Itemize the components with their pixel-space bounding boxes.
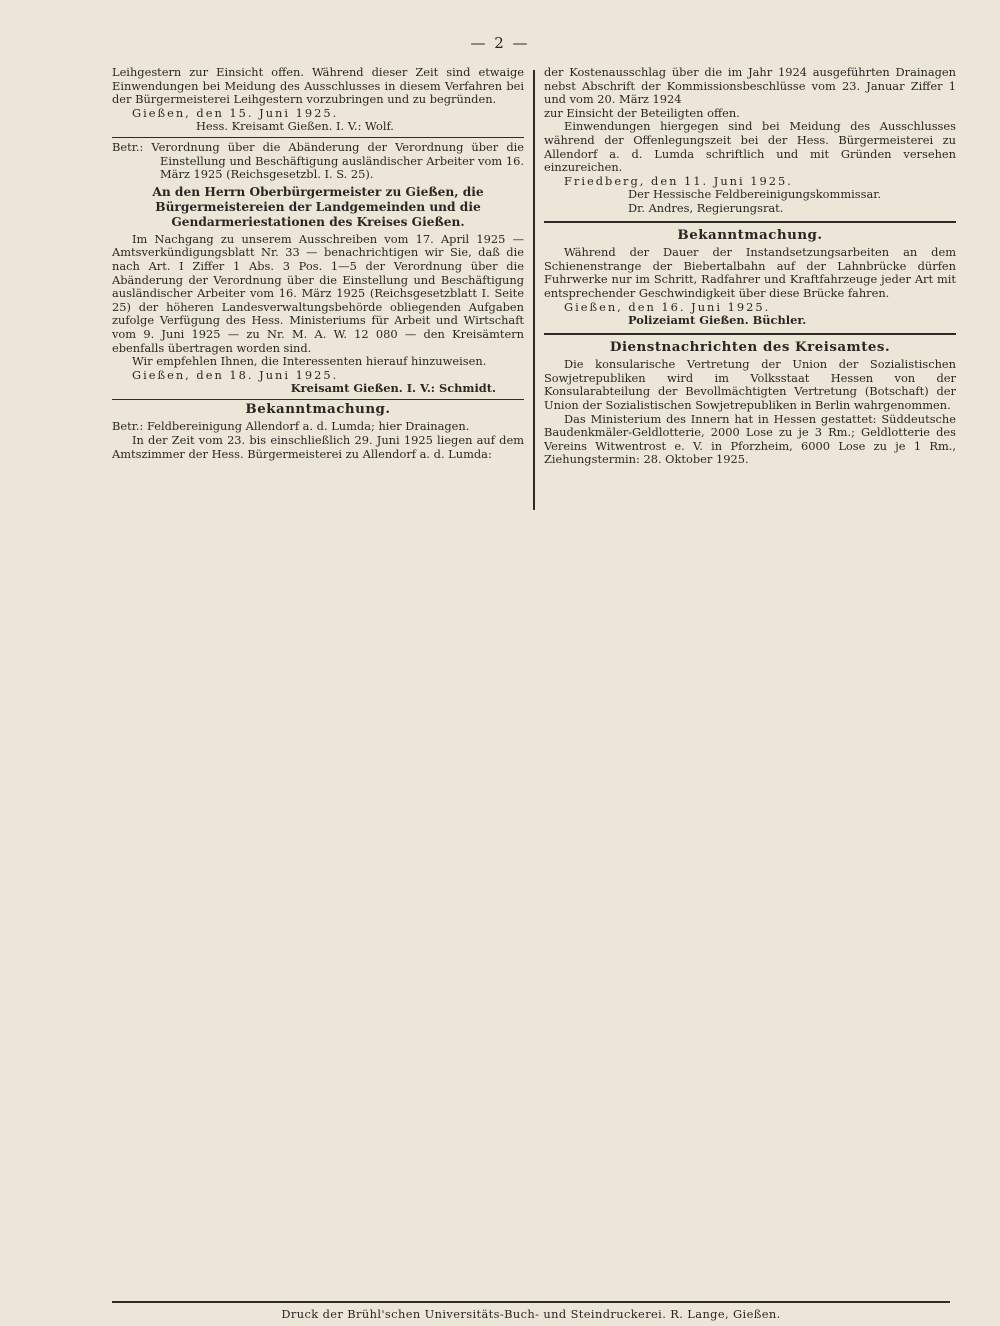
notice-paragraph: zur Einsicht der Beteiligten offen. (544, 105, 740, 120)
place-date: Gießen, den 16. Juni 1925. (564, 299, 771, 314)
notice-paragraph: der Kostenausschlag über die im Jahr 1924 ausgeführten Drainagen nebst Abschrift der Kommissionsbeschlüsse vom 23. Januar Ziffer 1 und vom 20. März 1924 (544, 65, 956, 107)
place-date: Gießen, den 15. Juni 1925. (132, 105, 339, 120)
subject-line: Betr.: Feldbereinigung Allendorf a. d. Lumda; hier Drainagen. (112, 419, 470, 434)
notice-paragraph: Das Ministerium des Innern hat in Hessen gestattet: Süddeutsche Baudenkmäler-Geldlotterie, 2000 Lose zu je 3 Rm.; Geldlotterie des Vereins Witwentrost e. V. in Pforzheim, 6000 Lose zu je 1 Rm., Ziehungstermin: 28. Oktober 1925. (544, 411, 956, 467)
footer-divider (112, 1301, 950, 1303)
section-divider (544, 221, 956, 223)
place-date: Friedberg, den 11. Juni 1925. (564, 173, 793, 188)
printer-imprint: Druck der Brühl'schen Universitäts-Buch- und Steindruckerei. R. Lange, Gießen. (281, 1307, 781, 1321)
signature: Der Hessische Feldbereinigungskommissar. (628, 187, 882, 202)
notice-paragraph: Leihgestern zur Einsicht offen. Während dieser Zeit sind etwaige Einwendungen bei Meidung des Ausschlusses in diesem Verfahren bei der Bürgermeisterei Leihgestern vorzubringen und zu begründen. (112, 65, 524, 107)
notice-paragraph: Die konsularische Vertretung der Union der Sozialistischen Sowjetrepubliken wird im Volksstaat Hessen von der Konsularabteilung der Bevollmächtigten Vertretung (Botschaft) der Union der Sozialistischen Sowjetrepubliken in Berlin wahrgenommen. (544, 357, 956, 413)
notice-paragraph: In der Zeit vom 23. bis einschließlich 29. Juni 1925 liegen auf dem Amtszimmer der Hess. Bürgermeisterei zu Allendorf a. d. Lumda: (112, 433, 524, 461)
column-divider (533, 70, 535, 510)
left-column (112, 66, 524, 461)
notice-paragraph: Wir empfehlen Ihnen, die Interessenten hierauf hinzuweisen. (132, 354, 487, 369)
subject-line: Betr.: Verordnung über die Abänderung der Verordnung über die Einstellung und Beschäftigung ausländischer Arbeiter vom 16. März 1925 (Reichsgesetzbl. I. S. 25). (112, 139, 524, 182)
signature: Dr. Andres, Regierungsrat. (628, 200, 784, 215)
addressee-heading: An den Herrn Oberbürgermeister zu Gießen, die Bürgermeistereien der Landgemeinden und die Gendarmeriestationen des Kreises Gießen. (152, 184, 484, 229)
section-title: Bekanntmachung. (245, 400, 391, 417)
signature: Kreisamt Gießen. I. V.: Schmidt. (290, 381, 496, 396)
right-column (544, 66, 956, 467)
section-title: Dienstnachrichten des Kreisamtes. (609, 338, 891, 355)
place-date: Gießen, den 18. Juni 1925. (132, 367, 339, 382)
section-divider (112, 137, 524, 138)
signature: Hess. Kreisamt Gießen. I. V.: Wolf. (196, 119, 394, 134)
section-title: Bekanntmachung. (677, 226, 823, 243)
section-divider (544, 333, 956, 335)
signature: Polizeiamt Gießen. Büchler. (628, 313, 807, 328)
section-divider (112, 399, 524, 400)
page-number: — 2 — (470, 34, 530, 52)
notice-paragraph: Während der Dauer der Instandsetzungsarbeiten an dem Schienenstrange der Biebertalbahn auf der Lahnbrücke dürfen Fuhrwerke nur im Schritt, Radfahrer und Kraftfahrzeuge jeder Art mit entsprechender Geschwindigkeit über diese Brücke fahren. (544, 245, 956, 300)
notice-paragraph: Im Nachgang zu unserem Ausschreiben vom 17. April 1925 — Amtsverkündigungsblatt Nr. 33 — benachrichtigen wir Sie, daß die nach Art. I Ziffer 1 Abs. 3 Pos. 1—5 der Verordnung über die Abänderung der Verordnung über die Einstellung und Beschäftigung ausländischer Arbeiter vom 16. März 1925 (Reichsgesetzblatt I. Seite 25) der höheren Landesverwaltungsbehörde obliegenden Aufgaben zufolge Verfügung des Hess. Ministeriums für Arbeit und Wirtschaft vom 9. Juni 1925 — zu Nr. M. A. W. 12 080 — den Kreisämtern ebenfalls übertragen worden sind. (112, 231, 524, 355)
notice-paragraph: Einwendungen hiergegen sind bei Meidung des Ausschlusses während der Offenlegungszeit bei der Hess. Bürgermeisterei zu Allendorf a. d. Lumda schriftlich und mit Gründen versehen einzureichen. (544, 119, 956, 175)
